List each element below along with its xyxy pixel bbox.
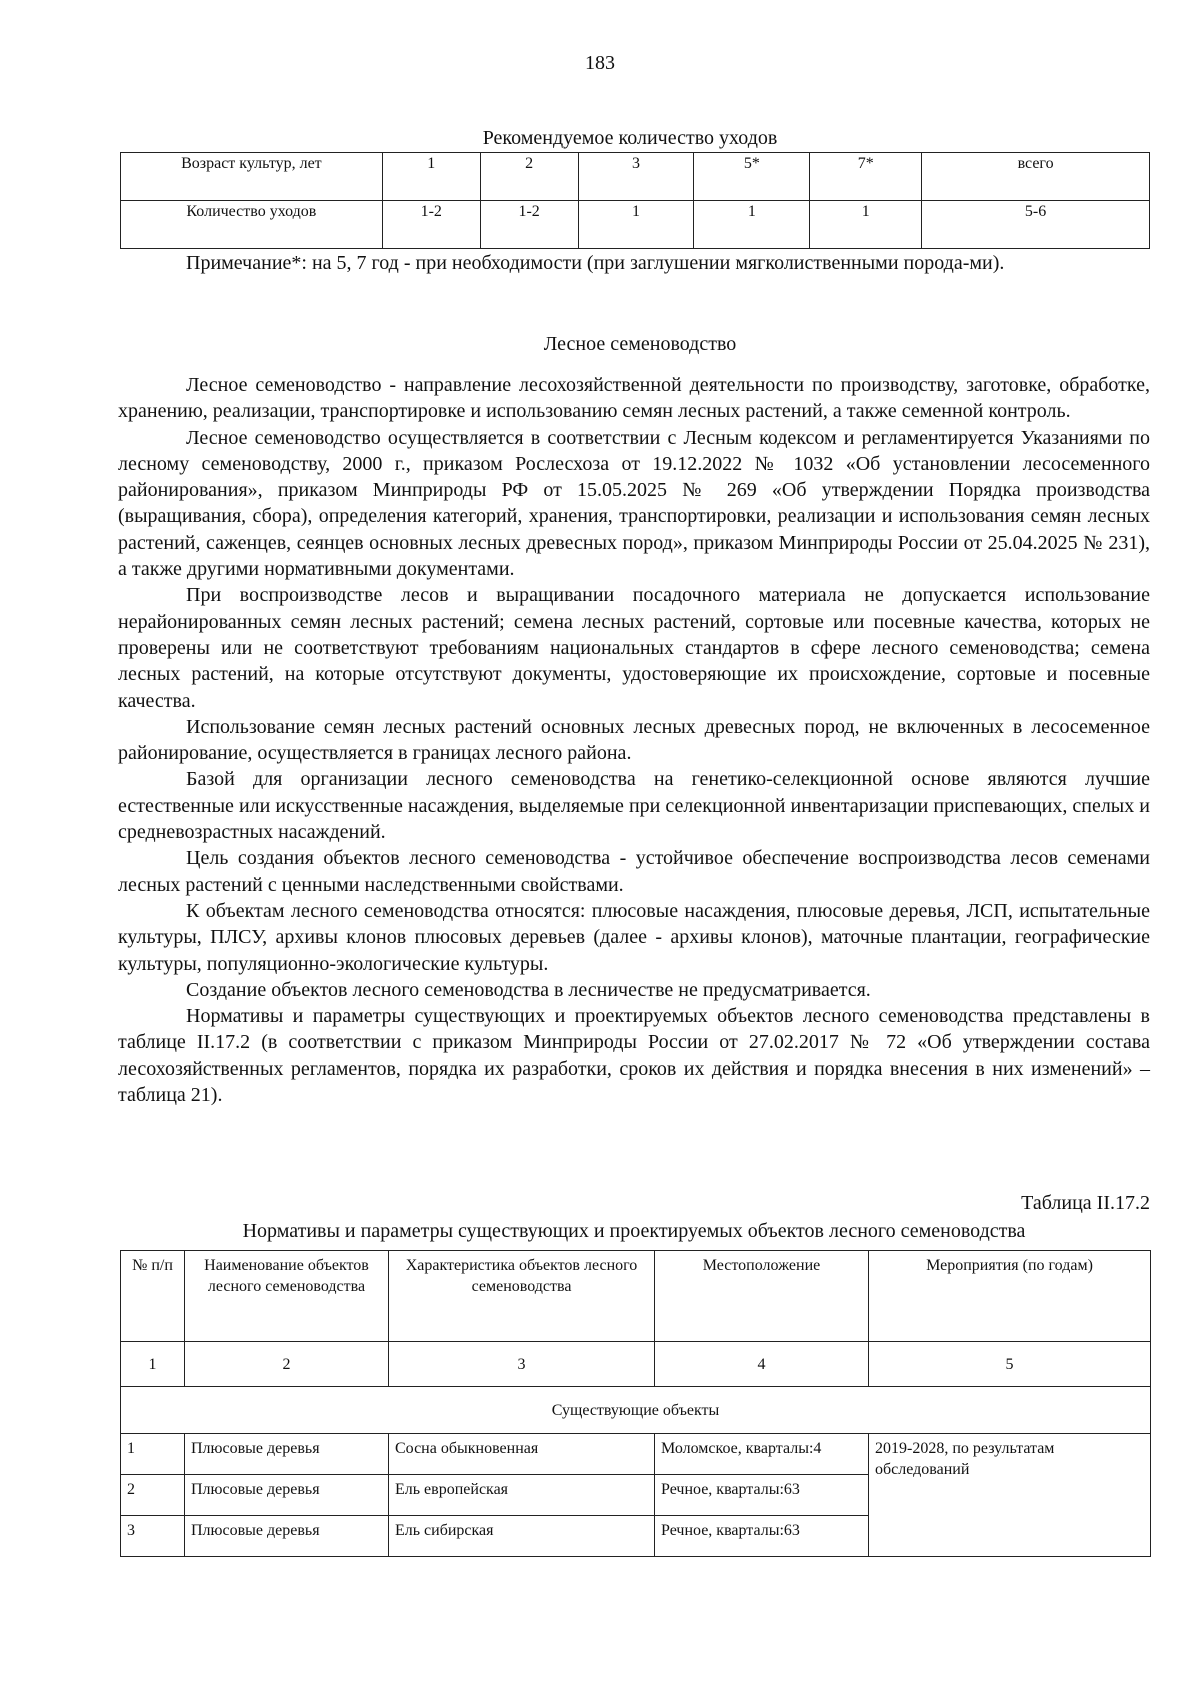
table2-caption: Нормативы и параметры существующих и проектируемых объектов лесного семеноводства — [242, 1220, 1026, 1242]
object-name: Плюсовые деревья — [185, 1475, 389, 1516]
group-title: Существующие объекты — [121, 1387, 1151, 1434]
table-cell: 5* — [694, 153, 810, 201]
object-location: Речное, кварталы:63 — [655, 1516, 869, 1557]
column-header: Наименование объектов лесного семеноводства — [185, 1251, 389, 1342]
column-number: 4 — [655, 1342, 869, 1387]
paragraph: Нормативы и параметры существующих и проектируемых объектов лесного семеноводства представлены в таблице II.17.2 (в соответствии с приказом Минприроды России от 27.02.2017 № 72 «Об утверждении состава лесохозяйственных регламентов, порядка их разработки, сроков их действия и порядка внесения в них изменений» – таблица 21). — [118, 1005, 1150, 1107]
object-location: Моломское, кварталы:4 — [655, 1434, 869, 1475]
table-cell: 1 — [810, 201, 922, 249]
table-cell: 1 — [382, 153, 480, 201]
column-number-row — [121, 1342, 1151, 1387]
section-title: Лесное семеноводство — [543, 333, 737, 355]
paragraph: Создание объектов лесного семеноводства в лесничестве не предусматривается. — [186, 978, 871, 1001]
paragraph: Лесное семеноводство осуществляется в соответствии с Лесным кодексом и регламентируется Указаниями по лесному семеноводству, 2000 г., приказом Рослесхоза от 19.12.2022 № 1032 «Об установлении лесосеменного районирования», приказом Минприроды РФ от 15.05.2025 № 269 «Об утверждении Порядка производства (выращивания, сбора), определения категорий, хранения, транспортировки, реализации и использования семян лесных растений, саженцев, сеянцев основных лесных древесных пород», приказом Минприроды России от 25.04.2025 № 231), а также другими нормативными документами. — [118, 426, 1150, 581]
paragraph: К объектам лесного семеноводства относятся: плюсовые насаждения, плюсовые деревья, ЛСП, испытательные культуры, ПЛСУ, архивы клонов плюсовых деревьев (далее - архивы клонов), маточные плантации, географические культуры, популяционно-экологические культуры. — [118, 899, 1150, 975]
object-characteristic: Ель европейская — [389, 1475, 655, 1516]
column-header: № п/п — [121, 1251, 185, 1342]
table1-caption: Рекомендуемое количество уходов — [482, 127, 778, 149]
table-cell: 1 — [694, 201, 810, 249]
table-row — [121, 201, 1150, 249]
table-cell: 1-2 — [480, 201, 578, 249]
body-text — [118, 372, 1150, 1108]
table-cell: 1 — [578, 201, 694, 249]
column-header: Местоположение — [655, 1251, 869, 1342]
measures-cell: 2019-2028, по результатам обследований — [869, 1434, 1151, 1557]
row-number: 1 — [121, 1434, 185, 1475]
seed-objects-table — [120, 1250, 1151, 1557]
row-number: 2 — [121, 1475, 185, 1516]
table-cell: всего — [922, 153, 1150, 201]
column-header: Мероприятия (по годам) — [869, 1251, 1151, 1342]
object-name: Плюсовые деревья — [185, 1434, 389, 1475]
care-count-table — [120, 152, 1150, 249]
row-label: Количество уходов — [121, 201, 383, 249]
table-row — [121, 1434, 1151, 1475]
paragraph: Лесное семеноводство - направление лесохозяйственной деятельности по производству, заготовке, обработке, хранению, реализации, транспортировке и использованию семян лесных растений, а также семенной контроль. — [118, 374, 1150, 423]
column-number: 2 — [185, 1342, 389, 1387]
table-row — [121, 153, 1150, 201]
column-number: 3 — [389, 1342, 655, 1387]
table-cell: 3 — [578, 153, 694, 201]
column-number: 1 — [121, 1342, 185, 1387]
row-number: 3 — [121, 1516, 185, 1557]
object-characteristic: Ель сибирская — [389, 1516, 655, 1557]
object-name: Плюсовые деревья — [185, 1516, 389, 1557]
paragraph: При воспроизводстве лесов и выращивании посадочного материала не допускается использование нерайонированных семян лесных растений; семена лесных растений, сортовые или посевные качества, которых не проверены или не соответствуют требованиям национальных стандартов в сфере лесного семеноводства; семена лесных растений, на которые отсутствуют документы, удостоверяющие их происхождение, сортовые и посевные качества. — [118, 584, 1150, 712]
object-location: Речное, кварталы:63 — [655, 1475, 869, 1516]
page-number: 183 — [585, 52, 615, 74]
table1-note — [118, 250, 1150, 276]
table-cell: 1-2 — [382, 201, 480, 249]
object-characteristic: Сосна обыкновенная — [389, 1434, 655, 1475]
column-header: Характеристика объектов лесного семеноводства — [389, 1251, 655, 1342]
table-header-row — [121, 1251, 1151, 1342]
row-label: Возраст культур, лет — [121, 153, 383, 201]
group-row — [121, 1387, 1151, 1434]
note-text: Примечание*: на 5, 7 год - при необходимости (при заглушении мягколиственными порода-ми). — [186, 252, 1005, 274]
table2-label: Таблица II.17.2 — [1021, 1192, 1150, 1214]
column-number: 5 — [869, 1342, 1151, 1387]
paragraph: Базой для организации лесного семеноводства на генетико-селекционной основе являются лучшие естественные или искусственные насаждения, выделяемые при селекционной инвентаризации приспевающих, спелых и средневозрастных насаждений. — [118, 768, 1150, 844]
table-cell: 2 — [480, 153, 578, 201]
paragraph: Цель создания объектов лесного семеноводства - устойчивое обеспечение воспроизводства лесов семенами лесных растений с ценными наследственными свойствами. — [118, 847, 1150, 896]
table-cell: 5-6 — [922, 201, 1150, 249]
table-cell: 7* — [810, 153, 922, 201]
paragraph: Использование семян лесных растений основных лесных древесных пород, не включенных в лесосеменное районирование, осуществляется в границах лесного района. — [118, 715, 1150, 765]
